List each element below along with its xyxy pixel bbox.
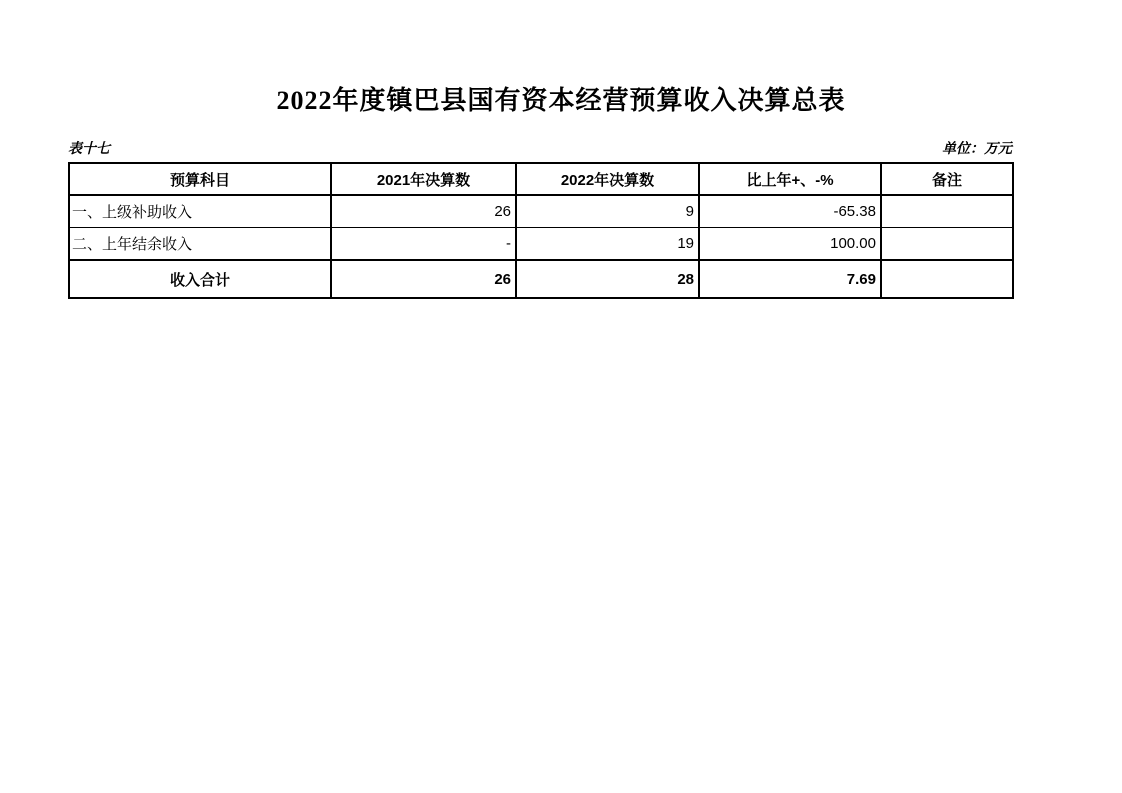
unit-label: 单位：万元: [942, 142, 1012, 157]
value-2021-cell: -: [331, 228, 516, 261]
column-header-2021: 2021年决算数: [331, 163, 516, 195]
change-cell: 100.00: [699, 228, 881, 261]
table-row: [69, 228, 1013, 261]
note-cell: [881, 228, 1013, 261]
total-2021-cell: 26: [331, 260, 516, 298]
column-header-subject: 预算科目: [69, 163, 331, 195]
table-number-label: 表十七: [68, 142, 110, 157]
change-cell: -65.38: [699, 195, 881, 228]
page-title: 2022年度镇巴县国有资本经营预算收入决算总表: [276, 86, 846, 115]
total-note-cell: [881, 260, 1013, 298]
budget-revenue-table: [68, 162, 1014, 299]
total-change-cell: 7.69: [699, 260, 881, 298]
subject-cell: 一、上级补助收入: [69, 195, 331, 228]
header-row: [69, 163, 1013, 195]
total-label-cell: 收入合计: [69, 260, 331, 298]
table-meta-row: [68, 138, 1012, 158]
value-2021-cell: 26: [331, 195, 516, 228]
column-header-2022: 2022年决算数: [516, 163, 699, 195]
value-2022-cell: 9: [516, 195, 699, 228]
total-2022-cell: 28: [516, 260, 699, 298]
value-2022-cell: 19: [516, 228, 699, 261]
column-header-change: 比上年+、-%: [699, 163, 881, 195]
column-header-note: 备注: [881, 163, 1013, 195]
subject-cell: 二、上年结余收入: [69, 228, 331, 261]
note-cell: [881, 195, 1013, 228]
table-row: [69, 195, 1013, 228]
total-row: [69, 260, 1013, 298]
